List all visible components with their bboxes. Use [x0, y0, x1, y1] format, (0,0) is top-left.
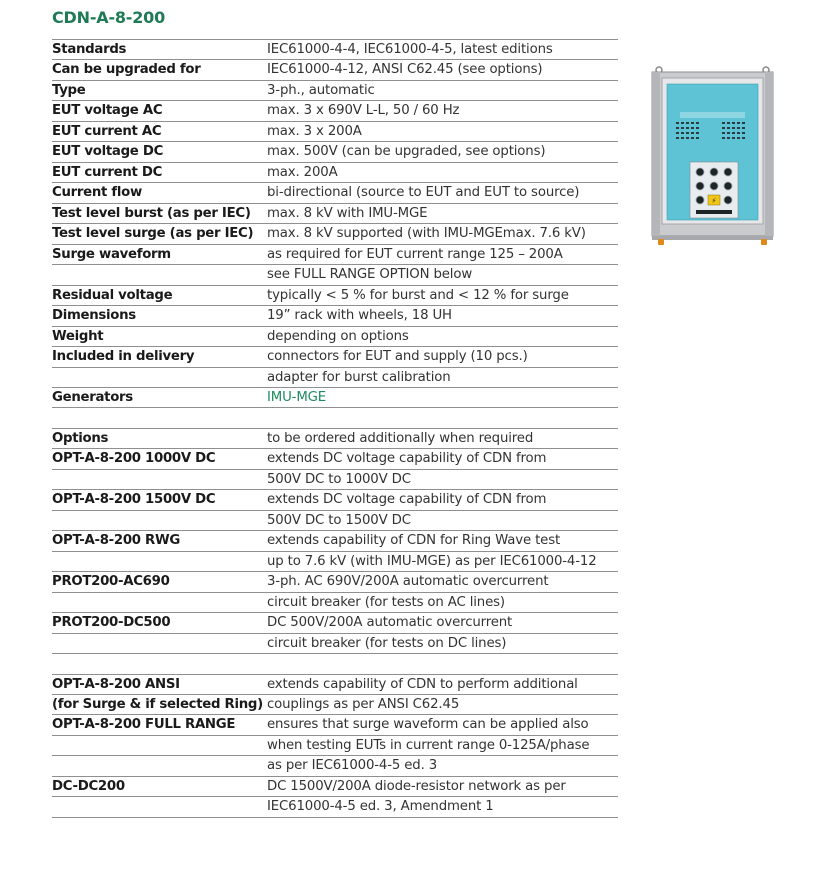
spec-value: ensures that surge waveform can be applied also [267, 717, 589, 733]
spec-label: Generators [52, 389, 133, 405]
spec-row [52, 490, 618, 510]
spec-value: max. 8 kV with IMU-MGE [267, 205, 428, 221]
spec-value: 19” rack with wheels, 18 UH [267, 308, 452, 324]
spec-row [52, 224, 618, 244]
spec-value: 3-ph. AC 690V/200A automatic overcurrent [267, 574, 549, 590]
spec-row [52, 81, 618, 101]
spec-value: max. 200A [267, 164, 338, 180]
spec-label: Residual voltage [52, 287, 173, 303]
spec-value: when testing EUTs in current range 0-125A/phase [267, 737, 590, 753]
spec-value: max. 500V (can be upgraded, see options) [267, 144, 546, 160]
spec-label: OPT-A-8-200 ANSI [52, 676, 180, 692]
spec-row [52, 613, 618, 633]
spec-label: EUT current AC [52, 123, 162, 139]
spec-label: OPT-A-8-200 1000V DC [52, 451, 216, 467]
spec-value: DC 1500V/200A diode-resistor network as per [267, 778, 566, 794]
spec-value: DC 500V/200A automatic overcurrent [267, 615, 513, 631]
spec-row [52, 449, 618, 469]
spec-label: Options [52, 430, 109, 446]
spec-row [52, 429, 618, 449]
spec-value: 500V DC to 1000V DC [267, 471, 411, 487]
spec-value: typically < 5 % for burst and < 12 % for surge [267, 287, 569, 303]
spec-value: 3-ph., automatic [267, 82, 375, 98]
spec-value: extends capability of CDN for Ring Wave test [267, 533, 561, 549]
spec-row [52, 122, 618, 142]
spec-label: Surge waveform [52, 246, 171, 262]
spec-row [52, 388, 618, 408]
spec-value: up to 7.6 kV (with IMU-MGE) as per IEC61000-4-12 [267, 553, 597, 569]
spec-row [52, 552, 618, 572]
spec-value: IEC61000-4-4, IEC61000-4-5, latest editions [267, 42, 553, 57]
spec-row [52, 593, 618, 613]
spec-label: OPT-A-8-200 RWG [52, 533, 180, 549]
spec-row [52, 327, 618, 347]
spec-label: Standards [52, 42, 127, 57]
spec-row [52, 347, 618, 367]
spec-row [52, 368, 618, 388]
spec-value: to be ordered additionally when required [267, 430, 534, 446]
cdn-device-image [650, 66, 775, 246]
spec-label: EUT voltage DC [52, 144, 164, 160]
spec-row [52, 306, 618, 326]
spec-row [52, 163, 618, 183]
spec-label: PROT200-DC500 [52, 615, 171, 631]
spec-label: Test level surge (as per IEC) [52, 226, 254, 242]
spec-label: Type [52, 82, 86, 98]
spec-value: extends DC voltage capability of CDN from [267, 451, 547, 467]
generator-link[interactable]: IMU-MGE [267, 389, 327, 405]
spec-label: Dimensions [52, 308, 136, 324]
spec-label: Weight [52, 328, 104, 344]
spec-row [52, 654, 618, 674]
spec-label: (for Surge & if selected Ring) [52, 697, 263, 712]
spec-row [52, 634, 618, 654]
spec-label: DC-DC200 [52, 778, 125, 794]
spec-value: depending on options [267, 328, 409, 344]
spec-row [52, 511, 618, 531]
spec-row [52, 736, 618, 756]
spec-value: as required for EUT current range 125 – 200A [267, 246, 563, 262]
spec-label: Can be upgraded for [52, 62, 201, 78]
spec-value: IEC61000-4-12, ANSI C62.45 (see options) [267, 62, 543, 78]
spec-row [52, 60, 618, 80]
spec-value: see FULL RANGE OPTION below [267, 267, 473, 283]
spec-value: adapter for burst calibration [267, 369, 451, 385]
spec-table [52, 39, 618, 818]
spec-row [52, 695, 618, 715]
spec-row [52, 531, 618, 551]
spec-value: IEC61000-4-5 ed. 3, Amendment 1 [267, 799, 494, 815]
spec-row [52, 797, 618, 817]
spec-value: max. 3 x 690V L-L, 50 / 60 Hz [267, 103, 460, 119]
spec-row [52, 675, 618, 695]
spec-value: circuit breaker (for tests on AC lines) [267, 594, 505, 610]
spec-row [52, 777, 618, 797]
spec-label: OPT-A-8-200 FULL RANGE [52, 717, 236, 733]
spec-row [52, 408, 618, 428]
spec-label: Test level burst (as per IEC) [52, 205, 251, 221]
spec-value: circuit breaker (for tests on DC lines) [267, 635, 507, 651]
spec-value: as per IEC61000-4-5 ed. 3 [267, 758, 438, 774]
spec-row [52, 756, 618, 776]
spec-label: Included in delivery [52, 349, 195, 365]
spec-value: max. 3 x 200A [267, 123, 362, 139]
svg-text:⚡: ⚡ [711, 197, 717, 205]
spec-label: EUT current DC [52, 164, 163, 180]
spec-label: Current flow [52, 185, 142, 201]
spec-row [52, 265, 618, 285]
spec-value: extends DC voltage capability of CDN from [267, 492, 547, 508]
spec-row [52, 101, 618, 121]
spec-row [52, 40, 618, 60]
spec-row [52, 715, 618, 735]
spec-label: OPT-A-8-200 1500V DC [52, 492, 216, 508]
spec-value: extends capability of CDN to perform additional [267, 676, 578, 692]
spec-row [52, 183, 618, 203]
spec-value: 500V DC to 1500V DC [267, 512, 411, 528]
spec-value: couplings as per ANSI C62.45 [267, 697, 460, 712]
spec-row [52, 142, 618, 162]
spec-value: connectors for EUT and supply (10 pcs.) [267, 349, 528, 365]
page-title: CDN-A-8-200 [52, 8, 166, 27]
spec-label: PROT200-AC690 [52, 574, 170, 590]
spec-label: EUT voltage AC [52, 103, 163, 119]
spec-value: max. 8 kV supported (with IMU-MGEmax. 7.6 kV) [267, 226, 586, 242]
spec-row [52, 245, 618, 265]
spec-row [52, 286, 618, 306]
spec-row [52, 204, 618, 224]
spec-row [52, 572, 618, 592]
spec-row [52, 470, 618, 490]
spec-value: bi-directional (source to EUT and EUT to source) [267, 185, 580, 201]
